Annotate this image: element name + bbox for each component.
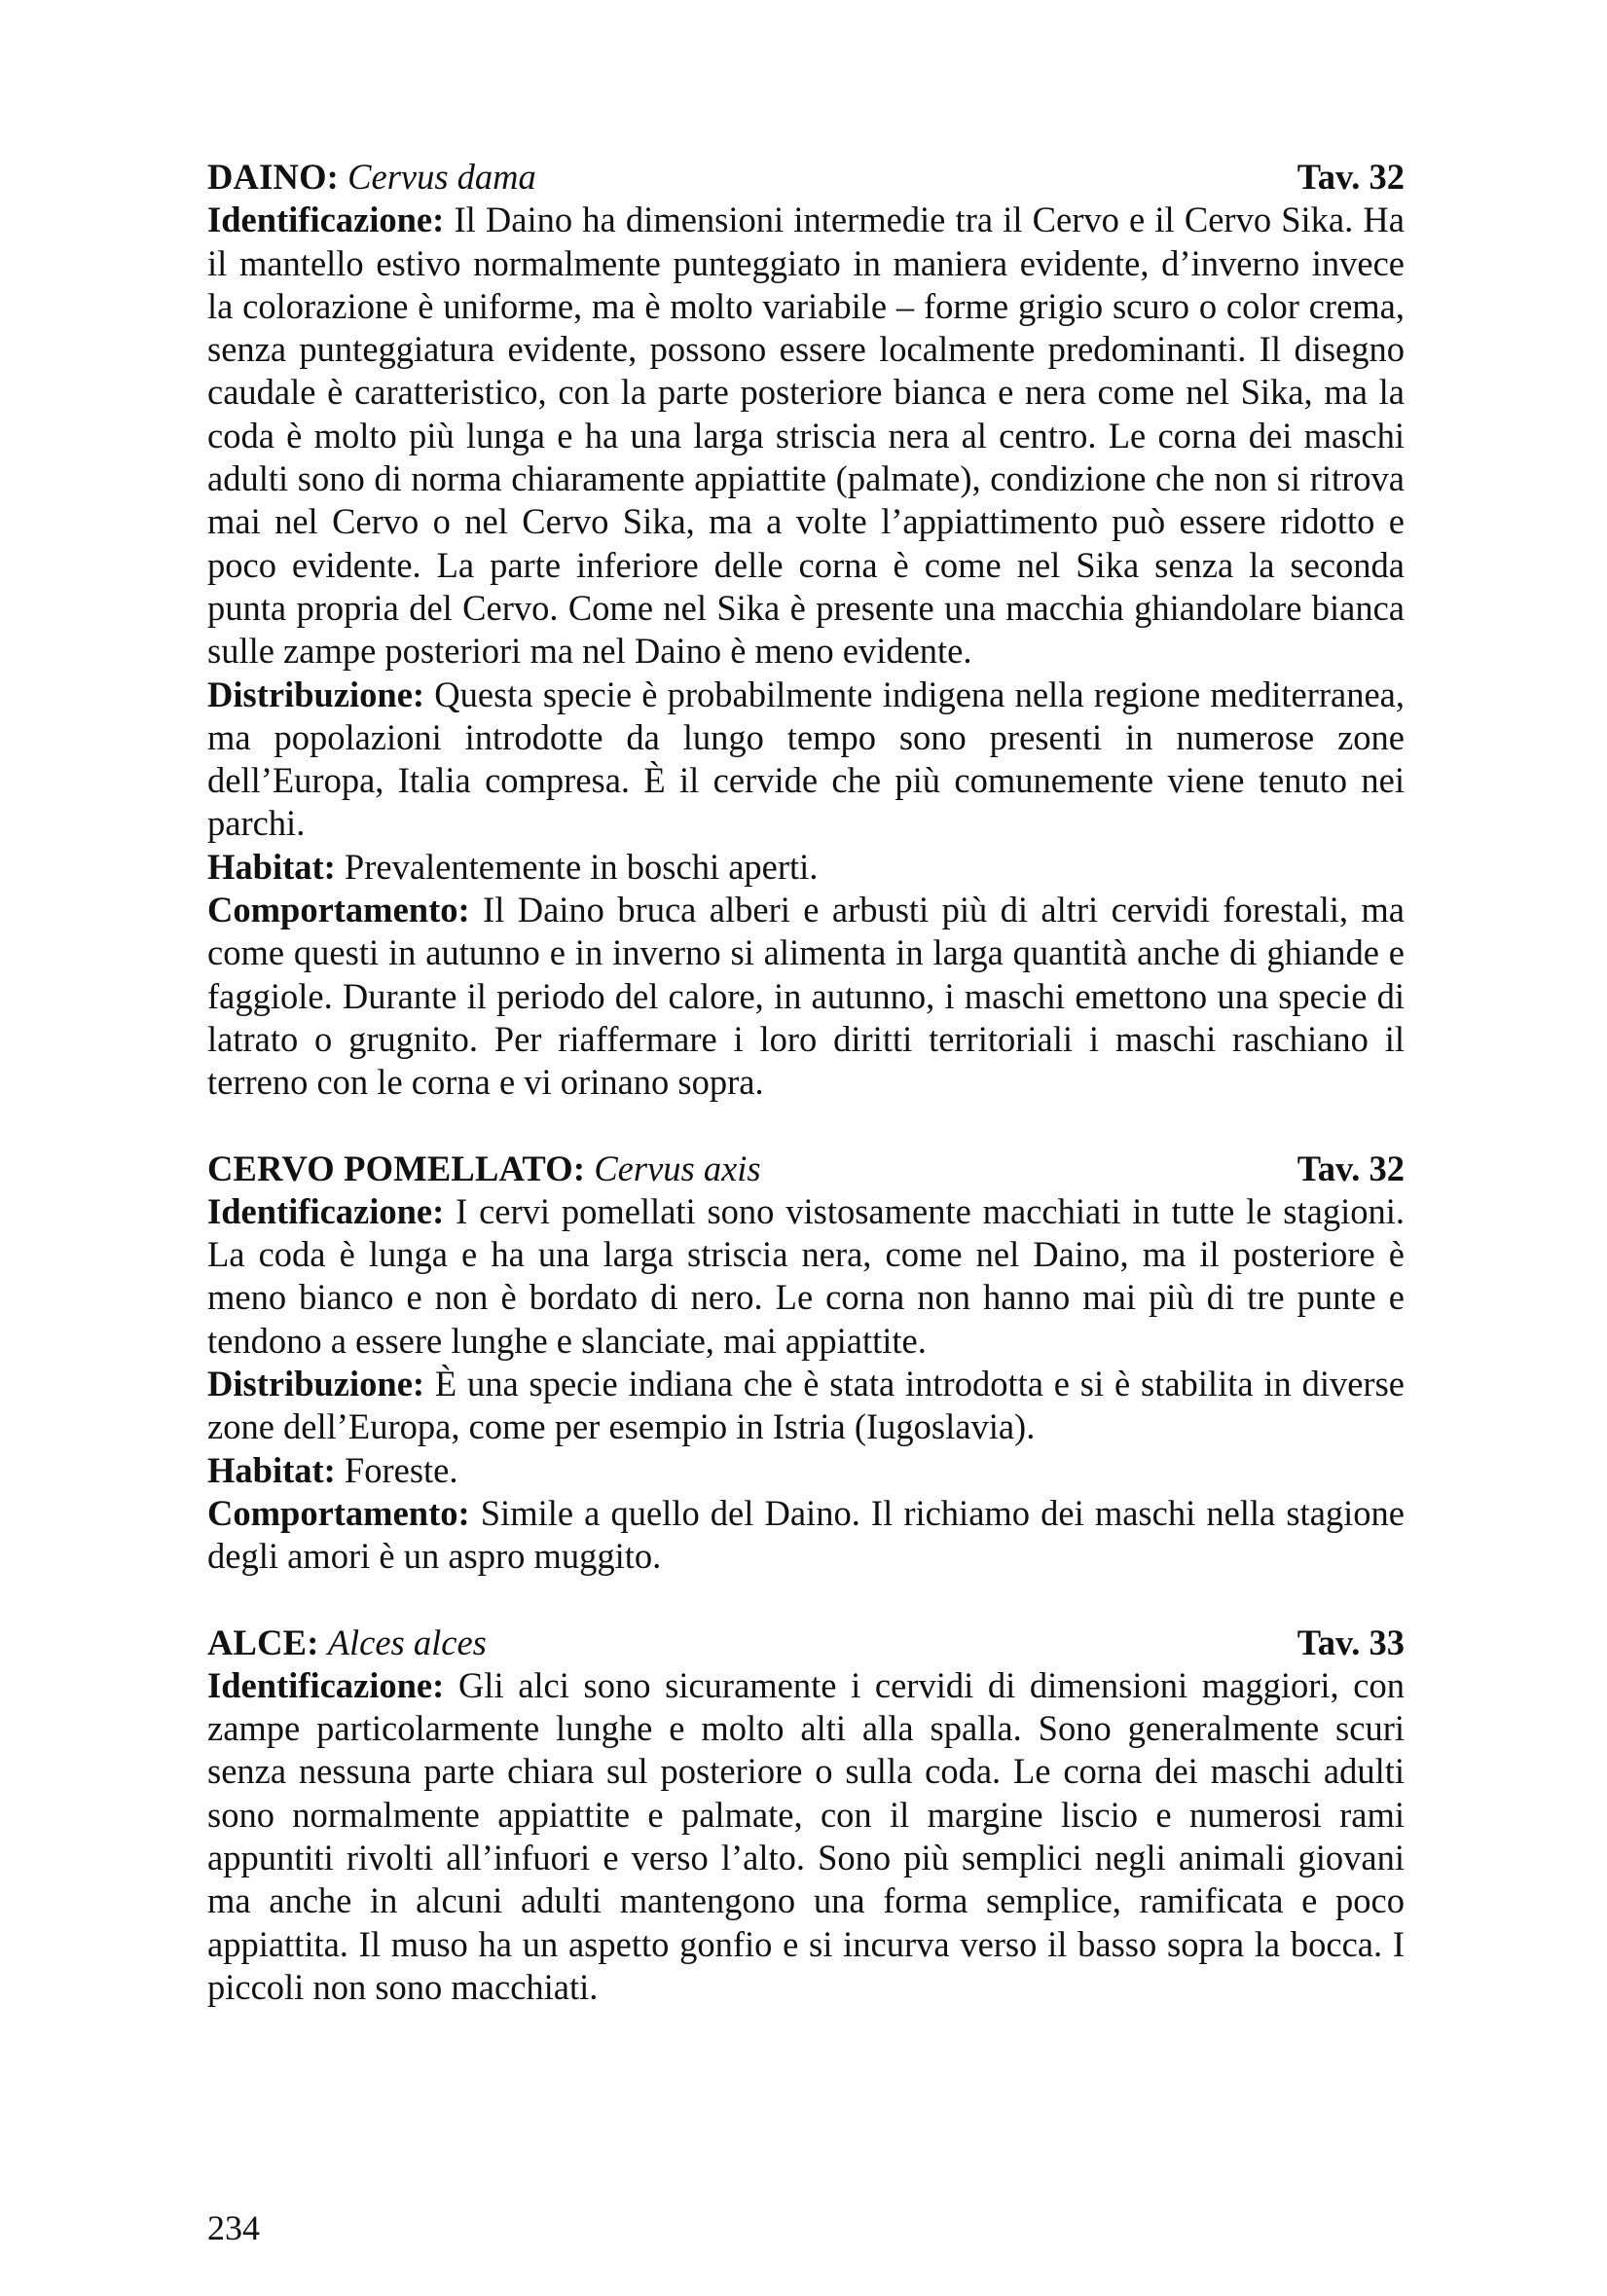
section-identificazione: [207, 199, 1405, 673]
entry-heading: [207, 156, 1405, 199]
section-distribuzione: [207, 674, 1405, 846]
section-habitat: [207, 846, 1405, 889]
section-text: È una specie indiana che è stata introdotta e si è stabilita in diverse zone dell’Europa, come per esempio in Istria (Iugoslavia).: [207, 1364, 1405, 1447]
species-entry-daino: [207, 156, 1405, 1105]
species-title: [207, 1148, 761, 1190]
section-text: Il Daino bruca alberi e arbusti più di altri cervidi forestali, ma come questi in autunno e in inverno si alimenta in larga quantità anche di ghiande e faggiole. Durante il periodo del calore, in autunno, i maschi emettono una specie di latrato o grugnito. Per riaffermare i loro diritti territoriali i maschi raschiano il terreno con le corna e vi orinano sopra.: [207, 890, 1406, 1103]
section-label: Habitat:: [207, 1449, 336, 1490]
species-latin-name: Cervus axis: [594, 1148, 761, 1188]
section-text: Il Daino ha dimensioni intermedie tra il Cervo e il Cervo Sika. Ha il mantello estivo normalmente punteggiato in maniera evidente, d’inverno invece la colorazione è uniforme, ma è molto variabile – forme grigio scuro o color crema, senza punteggiatura evidente, possono essere localmente predominanti. Il disegno caudale è caratteristico, con la parte posteriore bianca e nera come nel Sika, ma la coda è molto più lunga e ha una larga striscia nera al centro. Le corna dei maschi adulti sono di norma chiaramente appiattite (palmate), condizione che non si ritrova mai nel Cervo o nel Cervo Sika, ma a volte l’appiattimento può essere ridotto e poco evidente. La parte inferiore delle corna è come nel Sika senza la seconda punta propria del Cervo. Come nel Sika è presente una macchia ghiandolare bianca sulle zampe posteriori ma nel Daino è meno evidente.: [207, 200, 1405, 672]
section-distribuzione: [207, 1363, 1405, 1449]
plate-reference: Tav. 33: [1297, 1622, 1405, 1662]
species-name: CERVO POMELLATO:: [207, 1148, 586, 1188]
section-text: Prevalentemente in boschi aperti.: [344, 846, 819, 887]
section-habitat: [207, 1449, 1405, 1492]
species-entry-alce: [207, 1622, 1405, 2010]
species-latin-name: Alces alces: [327, 1622, 487, 1662]
species-latin-name: Cervus dama: [347, 157, 536, 197]
section-identificazione: [207, 1190, 1405, 1363]
entry-heading: [207, 1622, 1405, 1664]
section-text: Gli alci sono sicuramente i cervidi di dimensioni maggiori, con zampe particolarmente lunghe e molto alti alla spalla. Sono generalmente scuri senza nessuna parte chiara sul posteriore o sulla coda. Le corna dei maschi adulti sono normalmente appiattite e palmate, con il margine liscio e numerosi rami appuntiti rivolti all’infuori e verso l’alto. Sono più semplici negli animali giovani ma anche in alcuni adulti mantengono una forma semplice, ramificata e poco appiattita. Il muso ha un aspetto gonfio e si incurva verso il basso sopra la bocca. I piccoli non sono macchiati.: [207, 1664, 1405, 2007]
section-label: Habitat:: [207, 846, 336, 887]
section-label: Distribuzione:: [207, 1364, 425, 1404]
section-text: Questa specie è probabilmente indigena nella regione mediterranea, ma popolazioni introdotte da lungo tempo sono presenti in numerose zone dell’Europa, Italia compresa. È il cervide che più comunemente viene tenuto nei parchi.: [207, 674, 1405, 844]
section-text: Simile a quello del Daino. Il richiamo dei maschi nella stagione degli amori è un aspro muggito.: [207, 1492, 1405, 1577]
section-label: Identificazione:: [207, 1190, 445, 1231]
entry-heading: [207, 1148, 1405, 1190]
species-title: [207, 1622, 487, 1664]
section-label: Comportamento:: [207, 890, 470, 930]
section-label: Distribuzione:: [207, 674, 425, 714]
section-text: I cervi pomellati sono vistosamente macchiati in tutte le stagioni. La coda è lunga e ha una larga striscia nera, come nel Daino, ma il posteriore è meno bianco e non è bordato di nero. Le corna non hanno mai più di tre punte e tendono a essere lunghe e slanciate, mai appiattite.: [207, 1190, 1405, 1361]
section-label: Identificazione:: [207, 1664, 445, 1705]
plate-reference: Tav. 32: [1297, 1148, 1405, 1188]
section-identificazione: [207, 1664, 1405, 2009]
plate-reference: Tav. 32: [1297, 157, 1405, 197]
species-title: [207, 156, 536, 199]
species-entry-cervo-pomellato: [207, 1148, 1405, 1579]
species-name: ALCE:: [207, 1622, 319, 1662]
page-body: [207, 156, 1405, 2009]
species-name: DAINO:: [207, 157, 340, 197]
page-number: 234: [207, 2208, 260, 2247]
section-text: Foreste.: [344, 1449, 458, 1490]
section-comportamento: [207, 1492, 1405, 1579]
section-label: Identificazione:: [207, 200, 445, 240]
section-label: Comportamento:: [207, 1492, 470, 1533]
section-comportamento: [207, 889, 1405, 1104]
